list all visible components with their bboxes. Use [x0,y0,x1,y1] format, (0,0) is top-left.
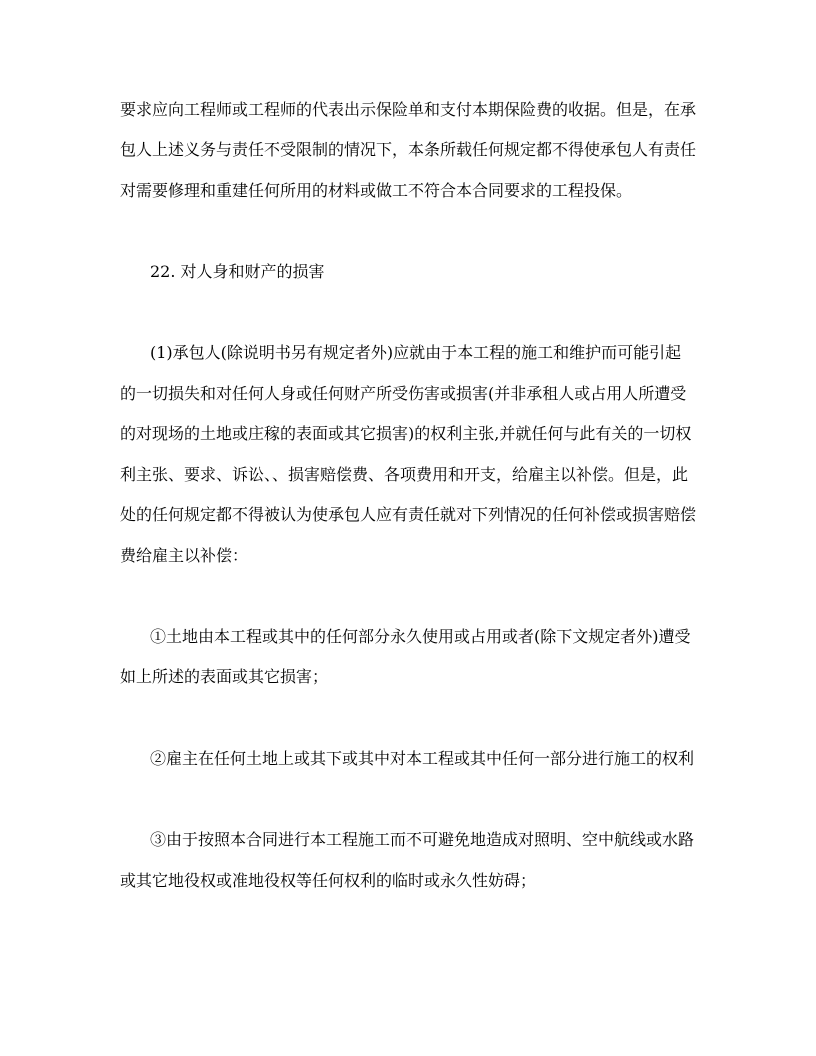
paragraph-line: 要求应向工程师或工程师的代表出示保险单和支付本期保险费的收据。但是，在承 [120,100,697,119]
paragraph-line: 费给雇主以补偿： [120,546,249,565]
list-item-line: ①土地由本工程或其中的任何部分永久使用或占用或者(除下文规定者外)遭受 [150,627,691,646]
paragraph-line: 的一切损失和对任何人身或任何财产所受伤害或损害(并非承租人或占用人所遭受 [120,384,687,403]
paragraph-line: 利主张、要求、诉讼、、损害赔偿费、各项费用和开支，给雇主以补偿。但是，此 [120,465,689,484]
list-item-line: ②雇主在任何土地上或其下或其中对本工程或其中任何一部分进行施工的权利 [150,749,695,768]
paragraph-line: 对需要修理和重建任何所用的材料或做工不符合本合同要求的工程投保。 [120,181,633,200]
list-item-line: 如上所述的表面或其它损害； [120,667,329,686]
section-heading: 22. 对人身和财产的损害 [150,262,325,281]
list-item-line: ③由于按照本合同进行本工程施工而不可避免地造成对照明、空中航线或水路 [150,830,695,849]
paragraph-line: 处的任何规定都不得被认为使承包人应有责任就对下列情况的任何补偿或损害赔偿 [120,505,697,524]
paragraph-line: 包人上述义务与责任不受限制的情况下，本条所载任何规定都不得使承包人有责任 [120,140,697,159]
list-item-line: 或其它地役权或准地役权等任何权利的临时或永久性妨碍； [120,871,537,890]
paragraph-line: (1)承包人(除说明书另有规定者外)应就由于本工程的施工和维护而可能引起 [150,343,682,362]
paragraph-line: 的对现场的土地或庄稼的表面或其它损害)的权利主张,并就任何与此有关的一切权 [120,424,692,443]
